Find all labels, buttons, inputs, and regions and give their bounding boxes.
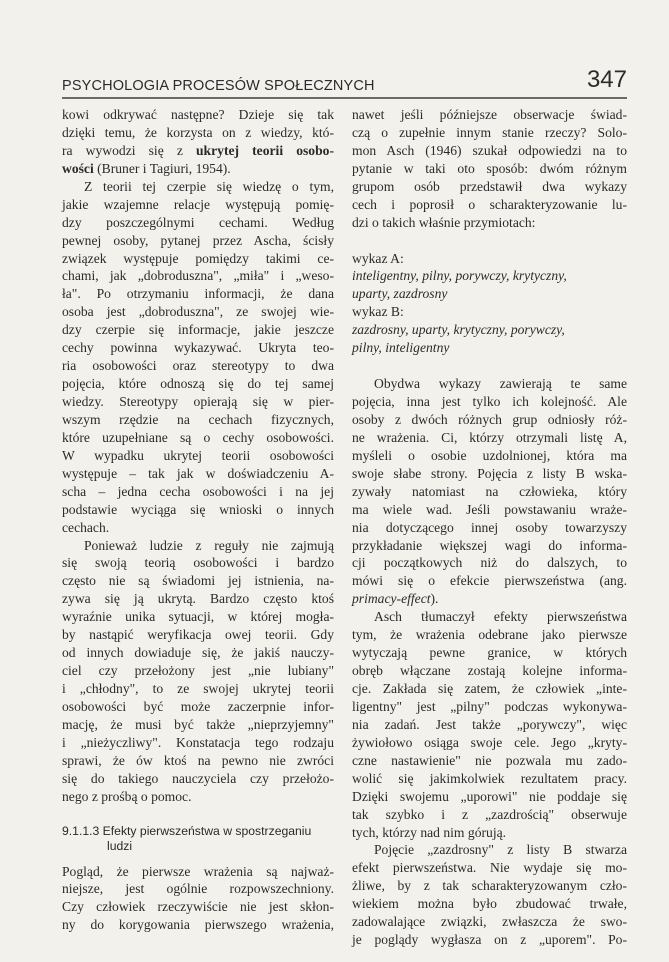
text-line: Ponieważ ludzie z reguły nie zajmują xyxy=(84,537,334,553)
text-line: tych, którzy nad nim górują. xyxy=(352,824,507,840)
text-line: dzy czerpie się informacje, jakie jeszcze xyxy=(62,322,334,338)
text-line: wyraźnie unika sytuacji, w której mogła- xyxy=(62,609,334,625)
text-line: dzi o takich właśnie przymiotach: xyxy=(352,214,536,230)
paragraph xyxy=(352,608,627,841)
text-line: pewnej osoby, pytanej przez Ascha, ścisły xyxy=(62,232,334,248)
text-line: żliwe, by z tak scharakteryzowanym czło- xyxy=(352,878,627,894)
text-line: które uzupełniane są o cechy osobowości. xyxy=(62,429,334,445)
paragraph xyxy=(352,375,627,608)
text-line: i „nieżyczliwy". Konstatacja tego rodzaju xyxy=(62,734,334,750)
paragraph xyxy=(62,863,334,935)
running-header-title: PSYCHOLOGIA PROCESÓW SPOŁECZNYCH xyxy=(62,78,375,94)
text-line: cje. Zakłada się zatem, że człowiek „inte- xyxy=(352,681,627,696)
text-line: ciel czy przełożony jest „nie lubiany" xyxy=(62,663,334,679)
text-line: wszym rzędzie na cechach fizycznych, xyxy=(62,411,334,427)
text-line: wości (Bruner i Tagiuri, 1954). xyxy=(62,160,231,176)
text-line: cechach. xyxy=(62,519,110,535)
text-line: ra wywodzi się z ukrytej teorii osobo- xyxy=(62,142,334,158)
page-number: 347 xyxy=(586,66,627,93)
text-line: swoje słabe strony. Pojęcia z listy B wska- xyxy=(352,465,627,481)
right-column xyxy=(352,106,627,949)
text-line: występuje – tak jak w doświadczeniu A- xyxy=(62,465,334,481)
text-line: związek występuje pomiędzy takimi ce- xyxy=(62,250,334,266)
list-item: uparty, zazdrosny xyxy=(352,286,448,302)
list-item: pilny, inteligentny xyxy=(352,340,450,356)
text-line: by nastąpić weryfikacja owej teorii. Gdy xyxy=(62,627,334,643)
text-line: nia dotyczącego innej osoby towarzyszy xyxy=(352,519,627,535)
list-label: wykaz A: xyxy=(352,250,404,266)
text-line: przykładanie większej wagi do informa- xyxy=(352,537,627,553)
text-line: wytyczają pewne granice, w których xyxy=(352,645,627,661)
text-line: podstawie wyciąga się wnioski o innych xyxy=(62,501,334,517)
text-line: cechy powinna wykazywać. Ukryta teo- xyxy=(62,340,334,356)
text-line: osoba jest „dobroduszna", ze swojej wie- xyxy=(62,304,334,320)
text-line: dzięki temu, że korzysta on z wiedzy, któ- xyxy=(62,124,334,140)
text-line: nawet jeśli późniejsze obserwacje świad- xyxy=(352,107,627,122)
text-line: i „chłodny", to ze swojej ukrytej teorii xyxy=(62,681,334,696)
text-line: Asch tłumaczył efekty pierwszeństwa xyxy=(374,609,627,625)
text-line: wiedzy. Stereotypy opierają się w pier- xyxy=(62,394,334,409)
section-heading-line: 9.1.1.3 Efekty pierwszeństwa w spostrzeganiu xyxy=(62,823,312,838)
text-line: jakie wzajemne relacje występują pomię- xyxy=(62,196,334,212)
paragraph xyxy=(352,841,627,949)
text-line: wiekiem można było zbudować trwałe, xyxy=(352,896,627,912)
paragraph xyxy=(352,106,627,232)
list-label: wykaz B: xyxy=(352,304,404,320)
text-line: wolić się jakimkolwiek rezultatem pracy. xyxy=(352,770,627,786)
text-line: grupom osób przedstawił dwa wykazy xyxy=(352,178,627,194)
text-line: ła". Po otrzymaniu informacji, że dana xyxy=(62,286,334,302)
key-term: ukrytej teorii osobo- xyxy=(196,142,334,158)
text-line: sprawi, że ów ktoś na pewno nie zwróci xyxy=(62,752,334,768)
text-line: myśleli o osobie uzdolnionej, która ma xyxy=(352,447,627,463)
text-line: kowi odkrywać następne? Dzieje się tak xyxy=(62,107,334,122)
text-line: czne nastawienie" nie pozwala mu zado- xyxy=(352,752,627,768)
trait-list xyxy=(352,250,627,358)
text-line: mon Asch (1946) szukał odpowiedzi na to xyxy=(352,142,627,158)
paragraph xyxy=(62,178,334,537)
text-line: Czy człowiek rzeczywiście nie jest skłon- xyxy=(62,899,334,915)
text-line: osoby z dwóch różnych grup odniosły róż- xyxy=(352,411,627,427)
text-line: często nie są świadomi jej istnienia, na- xyxy=(62,573,334,589)
paragraph xyxy=(62,106,334,178)
text-line: pojęcia, inna jest tylko ich kolejność. Ale xyxy=(352,394,627,409)
text-line: ligentny" jest „pilny" podczas wykonywa- xyxy=(352,698,627,714)
text-line: osobowości być może zaczerpnie infor- xyxy=(62,698,334,714)
running-header xyxy=(62,66,627,100)
header-rule xyxy=(62,97,627,99)
paragraph xyxy=(62,537,334,806)
text-line: primacy-effect). xyxy=(352,591,439,607)
text-line: się do takiego nauczyciela czy przełożo- xyxy=(62,770,334,786)
text-line: Pojęcie „zazdrosny" z listy B stwarza xyxy=(374,842,627,858)
text-line: ne wrażenia. Ci, którzy otrzymali listę A, xyxy=(352,429,627,445)
text-line: Z teorii tej czerpie się wiedzę o tym, xyxy=(84,178,334,194)
list-item: inteligentny, pilny, porywczy, krytyczny, xyxy=(352,268,567,284)
text-line: W wypadku ukrytej teorii osobowości xyxy=(62,447,334,463)
text-line: zadowalające związki, zwłaszcza że swo- xyxy=(352,914,627,930)
text-line: dzy poszczególnymi cechami. Według xyxy=(62,214,334,230)
section-heading xyxy=(62,824,334,854)
text-line: Obydwa wykazy zawierają te same xyxy=(374,376,627,392)
text-line: cech i poprosił o scharakteryzowanie lu- xyxy=(352,196,627,212)
text-line: tak szybko i z „zazdrością" obserwuje xyxy=(352,806,627,822)
text-line: je poglądy wygłasza on z „uporem". Po- xyxy=(352,932,627,948)
text-line: ma wiele wad. Jeśli powstawaniu wraże- xyxy=(352,501,627,517)
text-line: ria osobowości oraz stereotypy to dwa xyxy=(62,358,334,374)
text-line: się swoją teorią osobowości i bardzo xyxy=(62,555,334,571)
text-line: czą o zupełnie innym stanie rzeczy? Solo- xyxy=(352,124,627,140)
left-column xyxy=(62,106,334,934)
text-line: scha – jedna cecha osobowości i na jej xyxy=(62,483,334,499)
text-line: nego z prośbą o pomoc. xyxy=(62,788,192,804)
text-line: żywiołowo osiąga swoje cele. Jego „kryty- xyxy=(352,734,627,750)
section-heading-line: ludzi xyxy=(107,838,133,853)
list-item: zazdrosny, uparty, krytyczny, porywczy, xyxy=(352,322,565,338)
text-line: mówi się o efekcie pierwszeństwa (ang. xyxy=(352,573,627,589)
text-line: mację, że musi być także „nieprzyjemny" xyxy=(62,716,334,732)
text-line: cji początkowych niż do dalszych, to xyxy=(352,555,627,571)
text-line: Dzięki swojemu „uporowi" nie poddaje się xyxy=(352,788,627,804)
text-line: niejsze, jest ogólnie rozpowszechniony. xyxy=(62,881,334,897)
text-line: zywały natomiast na człowieka, który xyxy=(352,483,627,499)
text-line: nia zadań. Jest także „porywczy", więc xyxy=(352,716,627,732)
text-line: obręb włączane zostają kolejne informa- xyxy=(352,663,627,679)
text-line: ny do korygowania pierwszego wrażenia, xyxy=(62,917,334,933)
text-line: pojęcia, które odnoszą się do tej samej xyxy=(62,376,334,392)
text-line: pytanie w taki oto sposób: dwóm różnym xyxy=(352,160,627,176)
key-term: primacy-effect xyxy=(352,591,431,607)
text-line: zywa się ją ukrytą. Bardzo często ktoś xyxy=(62,591,334,607)
key-term: wości xyxy=(62,160,94,176)
text-line: tym, że wrażenia odebrane jako pierwsze xyxy=(352,627,627,643)
text-line: Pogląd, że pierwsze wrażenia są najważ- xyxy=(62,863,334,879)
text-line: efekt pierwszeństwa. Nie wydaje się mo- xyxy=(352,860,627,876)
text-line: chami, jak „dobroduszna", „miła" i „weso- xyxy=(62,268,334,284)
text-line: od innych dowiaduje się, że jakiś nauczy- xyxy=(62,645,334,661)
